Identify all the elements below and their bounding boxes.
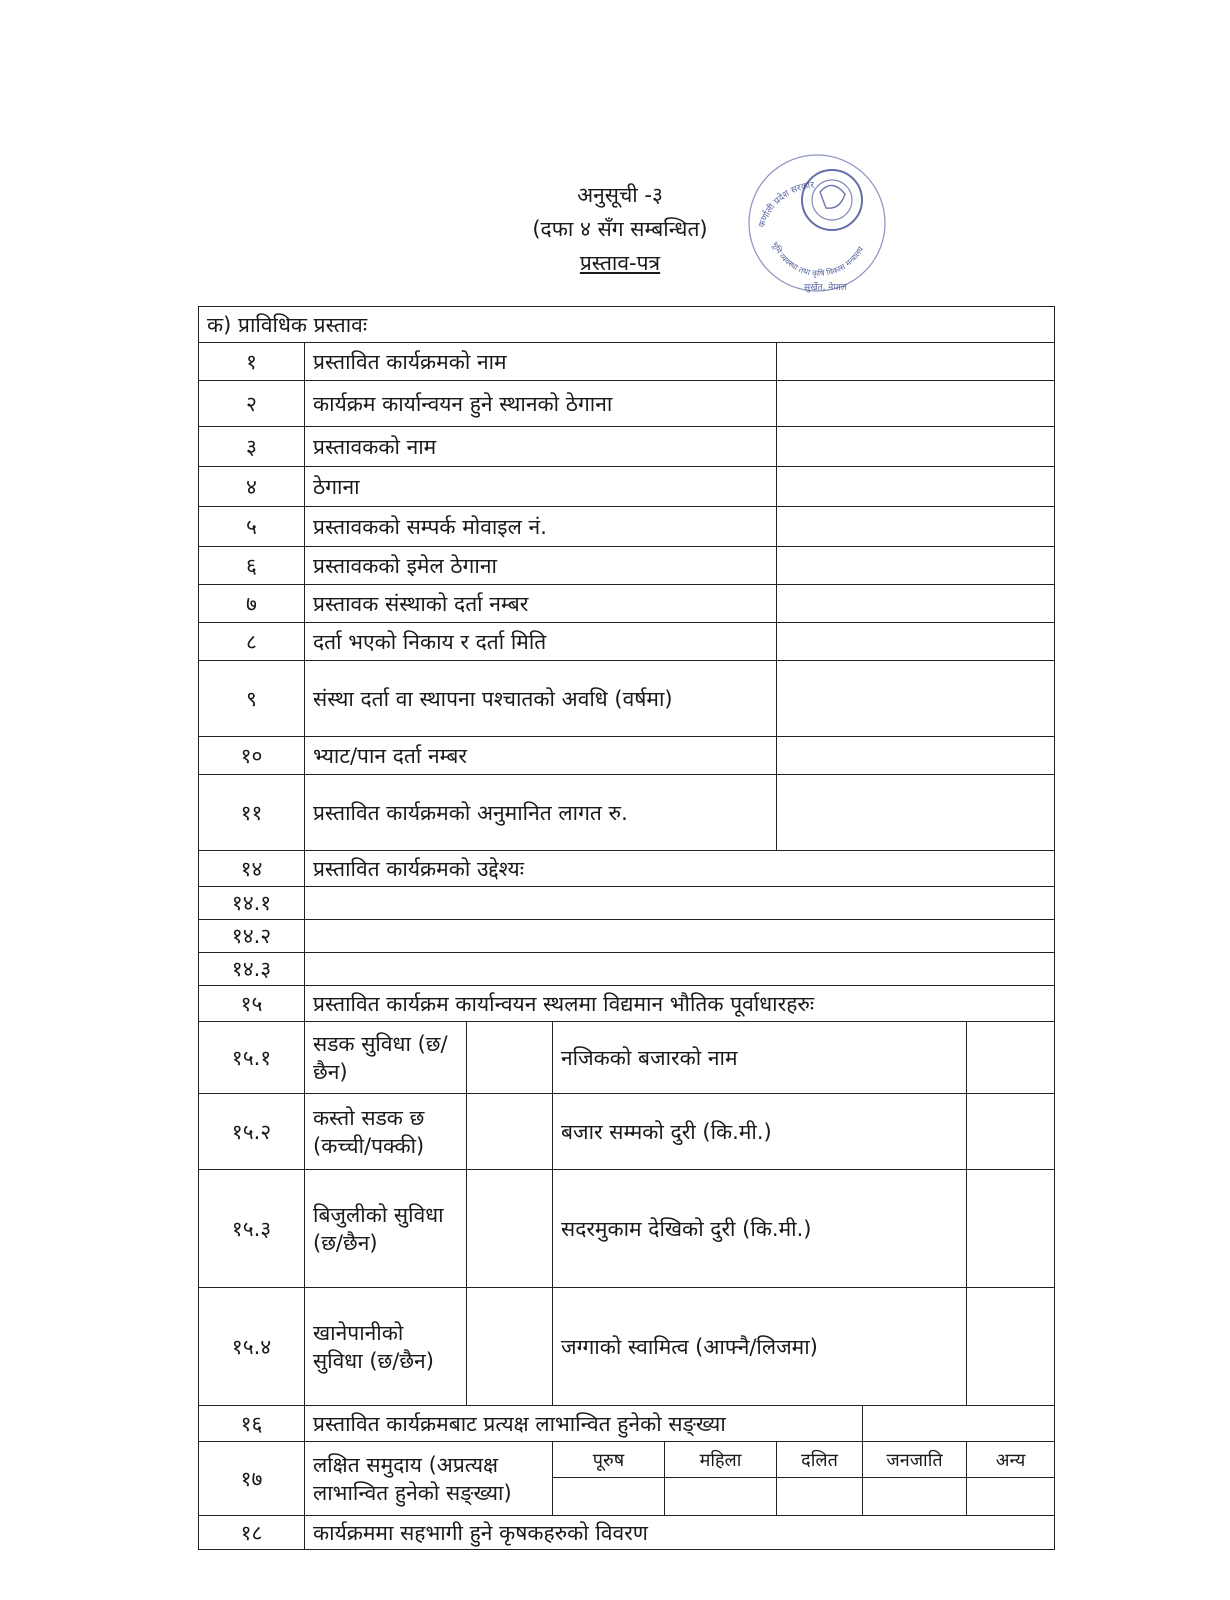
row-number: २ bbox=[199, 381, 305, 427]
row-label: प्रस्तावकको नाम bbox=[305, 427, 777, 467]
table-row bbox=[199, 343, 1055, 381]
row-number: ४ bbox=[199, 467, 305, 507]
table-row bbox=[199, 467, 1055, 507]
row-number: १५.२ bbox=[199, 1094, 305, 1170]
row-number: १६ bbox=[199, 1406, 305, 1442]
row-number: १ bbox=[199, 343, 305, 381]
value-field-estimated-cost[interactable] bbox=[777, 775, 1055, 851]
row-number: ३ bbox=[199, 427, 305, 467]
female-count-field[interactable] bbox=[665, 1478, 777, 1516]
infra-left-label: बिजुलीको सुविधा (छ/छैन) bbox=[305, 1170, 467, 1288]
infra-left-value[interactable] bbox=[467, 1022, 553, 1094]
row-number: १४.३ bbox=[199, 953, 305, 986]
row-number: ८ bbox=[199, 623, 305, 661]
value-field-vat-pan[interactable] bbox=[777, 737, 1055, 775]
row-number: ६ bbox=[199, 547, 305, 585]
seal-place-text: सुर्खेत, नेपाल bbox=[804, 283, 847, 293]
table-row bbox=[199, 547, 1055, 585]
beneficiaries-row bbox=[199, 1406, 1055, 1442]
table-row bbox=[199, 953, 1055, 986]
table-row bbox=[199, 1288, 1055, 1406]
row-number: १५.१ bbox=[199, 1022, 305, 1094]
value-field-implementation-address[interactable] bbox=[777, 381, 1055, 427]
table-row bbox=[199, 623, 1055, 661]
table-row bbox=[199, 1022, 1055, 1094]
column-header-dalit: दलित bbox=[777, 1442, 863, 1478]
row-label: दर्ता भएको निकाय र दर्ता मिति bbox=[305, 623, 777, 661]
seal-upper-text: कर्णाली प्रदेश सरकार bbox=[757, 180, 815, 229]
seal-stamp-icon bbox=[742, 148, 892, 298]
infra-right-label: जग्गाको स्वामित्व (आफ्नै/लिजमा) bbox=[553, 1288, 967, 1406]
farmers-row bbox=[199, 1516, 1055, 1550]
objectives-heading-row bbox=[199, 851, 1055, 887]
table-row bbox=[199, 887, 1055, 920]
beneficiaries-count-field[interactable] bbox=[863, 1406, 1055, 1442]
value-field-address[interactable] bbox=[777, 467, 1055, 507]
infra-right-value[interactable] bbox=[967, 1094, 1055, 1170]
infra-right-value[interactable] bbox=[967, 1022, 1055, 1094]
value-field-registration-number[interactable] bbox=[777, 585, 1055, 623]
column-header-male: पूरुष bbox=[553, 1442, 665, 1478]
infra-left-label: सडक सुविधा (छ/छैन) bbox=[305, 1022, 467, 1094]
table-row bbox=[199, 920, 1055, 953]
infrastructure-heading-row bbox=[199, 986, 1055, 1022]
row-label: लक्षित समुदाय (अप्रत्यक्ष लाभान्वित हुनेको सङ्ख्या) bbox=[305, 1442, 553, 1516]
row-number: ११ bbox=[199, 775, 305, 851]
infra-left-value[interactable] bbox=[467, 1170, 553, 1288]
column-header-female: महिला bbox=[665, 1442, 777, 1478]
infra-right-label: नजिकको बजारको नाम bbox=[553, 1022, 967, 1094]
annex-subtitle: (दफा ४ सँग सम्बन्धित) bbox=[532, 217, 708, 241]
row-number: १५.४ bbox=[199, 1288, 305, 1406]
official-seal bbox=[742, 148, 892, 298]
row-label: प्रस्तावकको सम्पर्क मोवाइल नं. bbox=[305, 507, 777, 547]
svg-text:कर्णाली प्रदेश सरकार bbox=[757, 181, 815, 229]
objective-field[interactable] bbox=[305, 920, 1055, 953]
row-number: १८ bbox=[199, 1516, 305, 1550]
infra-left-label: कस्तो सडक छ (कच्ची/पक्की) bbox=[305, 1094, 467, 1170]
table-row bbox=[199, 1094, 1055, 1170]
objective-field[interactable] bbox=[305, 953, 1055, 986]
row-number: १० bbox=[199, 737, 305, 775]
row-number: १५.३ bbox=[199, 1170, 305, 1288]
value-field-organization-age[interactable] bbox=[777, 661, 1055, 737]
infra-right-label: सदरमुकाम देखिको दुरी (कि.मी.) bbox=[553, 1170, 967, 1288]
row-number: ९ bbox=[199, 661, 305, 737]
row-label: प्रस्तावकको इमेल ठेगाना bbox=[305, 547, 777, 585]
objective-field[interactable] bbox=[305, 887, 1055, 920]
row-label: प्रस्तावित कार्यक्रमको नाम bbox=[305, 343, 777, 381]
table-row bbox=[199, 507, 1055, 547]
proposal-form-table bbox=[198, 306, 1055, 1550]
table-row bbox=[199, 427, 1055, 467]
row-label: ठेगाना bbox=[305, 467, 777, 507]
section-heading-row bbox=[199, 307, 1055, 343]
table-row bbox=[199, 775, 1055, 851]
row-label: प्रस्तावित कार्यक्रमको अनुमानित लागत रु. bbox=[305, 775, 777, 851]
table-row bbox=[199, 1170, 1055, 1288]
infra-right-value[interactable] bbox=[967, 1288, 1055, 1406]
infra-left-label: खानेपानीको सुविधा (छ/छैन) bbox=[305, 1288, 467, 1406]
row-number: १५ bbox=[199, 986, 305, 1022]
row-label: प्रस्तावित कार्यक्रम कार्यान्वयन स्थलमा विद्यमान भौतिक पूर्वाधारहरुः bbox=[305, 986, 1055, 1022]
svg-text:भूमि व्यवस्था तथा कृषि विकास म bbox=[769, 240, 865, 279]
row-number: १४.२ bbox=[199, 920, 305, 953]
form-title: प्रस्ताव-पत्र bbox=[579, 251, 661, 275]
row-number: १७ bbox=[199, 1442, 305, 1516]
janajati-count-field[interactable] bbox=[863, 1478, 967, 1516]
annex-title: अनुसूची -३ bbox=[577, 183, 663, 207]
row-number: १४ bbox=[199, 851, 305, 887]
value-field-programme-name[interactable] bbox=[777, 343, 1055, 381]
value-field-registration-office-date[interactable] bbox=[777, 623, 1055, 661]
infra-left-value[interactable] bbox=[467, 1094, 553, 1170]
target-group-header-row bbox=[199, 1442, 1055, 1478]
row-label: प्रस्तावित कार्यक्रमबाट प्रत्यक्ष लाभान्वित हुनेको सङ्ख्या bbox=[305, 1406, 863, 1442]
section-label: क) प्राविधिक प्रस्तावः bbox=[199, 307, 1055, 343]
table-row bbox=[199, 585, 1055, 623]
row-label: प्रस्तावित कार्यक्रमको उद्देश्यः bbox=[305, 851, 1055, 887]
other-count-field[interactable] bbox=[967, 1478, 1055, 1516]
row-label: प्रस्तावक संस्थाको दर्ता नम्बर bbox=[305, 585, 777, 623]
dalit-count-field[interactable] bbox=[777, 1478, 863, 1516]
column-header-other: अन्य bbox=[967, 1442, 1055, 1478]
column-header-janajati: जनजाति bbox=[863, 1442, 967, 1478]
row-label: भ्याट/पान दर्ता नम्बर bbox=[305, 737, 777, 775]
table-row bbox=[199, 737, 1055, 775]
row-number: ७ bbox=[199, 585, 305, 623]
table-row bbox=[199, 661, 1055, 737]
table-row bbox=[199, 381, 1055, 427]
value-field-email[interactable] bbox=[777, 547, 1055, 585]
row-label: संस्था दर्ता वा स्थापना पश्चातको अवधि (वर्षमा) bbox=[305, 661, 777, 737]
seal-lower-text: भूमि व्यवस्था तथा कृषि विकास मन्त्रालय bbox=[770, 240, 866, 279]
male-count-field[interactable] bbox=[553, 1478, 665, 1516]
row-number: १४.१ bbox=[199, 887, 305, 920]
row-label: कार्यक्रम कार्यान्वयन हुने स्थानको ठेगाना bbox=[305, 381, 777, 427]
row-number: ५ bbox=[199, 507, 305, 547]
infra-left-value[interactable] bbox=[467, 1288, 553, 1406]
infra-right-value[interactable] bbox=[967, 1170, 1055, 1288]
value-field-mobile[interactable] bbox=[777, 507, 1055, 547]
infra-right-label: बजार सम्मको दुरी (कि.मी.) bbox=[553, 1094, 967, 1170]
value-field-proposer-name[interactable] bbox=[777, 427, 1055, 467]
row-label: कार्यक्रममा सहभागी हुने कृषकहरुको विवरण bbox=[305, 1516, 1055, 1550]
